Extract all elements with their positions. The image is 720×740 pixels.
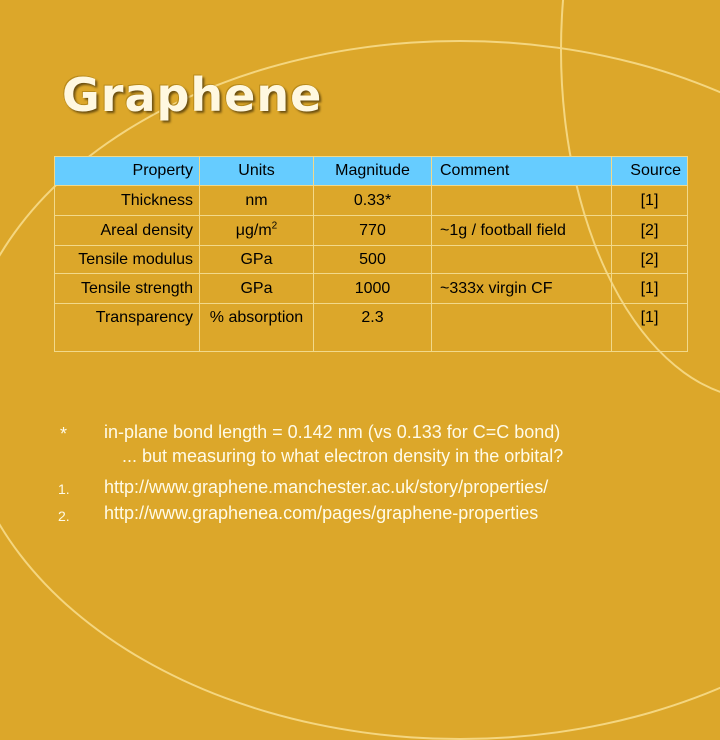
table-cell-property: Thickness	[120, 192, 193, 209]
table-cell-magnitude: 2.3	[361, 309, 384, 326]
table-cell-comment	[440, 246, 610, 274]
properties-table	[54, 156, 688, 352]
table-cell-property: Tensile modulus	[78, 251, 193, 268]
header-property: Property	[132, 162, 193, 179]
table-cell-units: nm	[245, 192, 268, 209]
units-superscript: 2	[271, 220, 278, 232]
header-comment: Comment	[440, 162, 510, 179]
table-cell-magnitude: 770	[359, 222, 386, 239]
header-magnitude: Magnitude	[335, 162, 410, 179]
table-cell-units: GPa	[240, 251, 273, 268]
table-cell-source: [2]	[640, 222, 659, 239]
footnote-marker: 2.	[58, 508, 70, 524]
footnote-marker: *	[60, 424, 68, 444]
table-cell-comment	[440, 304, 610, 332]
row-divider	[55, 185, 687, 186]
column-divider	[431, 157, 432, 351]
header-source: Source	[630, 162, 681, 179]
decorative-arc	[0, 40, 720, 740]
table-cell-source: [1]	[640, 280, 659, 297]
row-divider	[55, 215, 687, 216]
table-cell-source: [2]	[640, 251, 659, 268]
footnote-text: ... but measuring to what electron density in the orbital?	[122, 446, 564, 466]
header-units: Units	[238, 162, 275, 179]
table-cell-source: [1]	[640, 192, 659, 209]
footnote-text: in-plane bond length = 0.142 nm (vs 0.133 for C=C bond)	[104, 422, 561, 442]
table-cell-units: GPa	[240, 280, 273, 297]
table-cell-property: Areal density	[100, 222, 193, 239]
table-cell-comment: ~1g / football field	[440, 222, 566, 239]
table-cell-comment	[440, 187, 610, 215]
slide-title: Graphene	[62, 68, 323, 122]
table-cell-property: Tensile strength	[80, 280, 193, 297]
table-cell-magnitude: 500	[359, 251, 386, 268]
reference-link[interactable]: http://www.graphene.manchester.ac.uk/story/properties/	[104, 477, 549, 497]
table-cell-magnitude: 1000	[354, 280, 391, 297]
table-cell-units	[200, 217, 313, 245]
table-cell-source: [1]	[640, 309, 659, 326]
table-cell-units: % absorption	[209, 309, 304, 326]
table-cell-comment: ~333x virgin CF	[440, 280, 553, 297]
table-cell-property: Transparency	[95, 309, 193, 326]
reference-link[interactable]: http://www.graphenea.com/pages/graphene-properties	[104, 503, 539, 523]
table-cell-magnitude: 0.33*	[353, 192, 392, 209]
units-text: μg/m	[235, 222, 272, 239]
footnote-marker: 1.	[58, 481, 70, 497]
